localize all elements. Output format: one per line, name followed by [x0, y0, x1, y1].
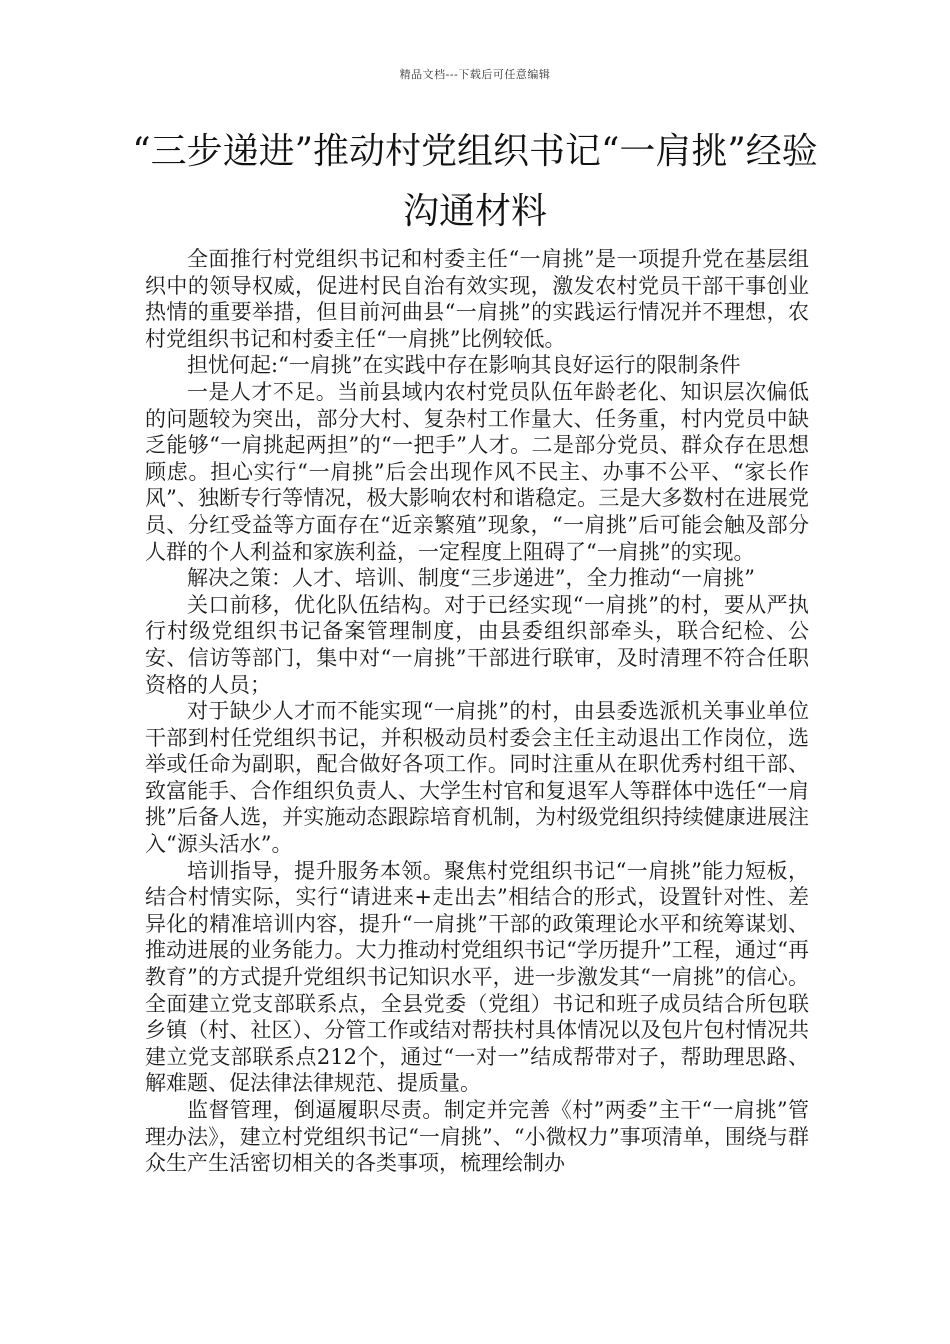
document-body — [145, 246, 809, 1177]
page-header-note: 精品文档---下载后可任意编辑 — [399, 68, 551, 81]
section-heading-solutions: 解决之策：人才、培训、制度“三步递进”，全力推动“一肩挑” — [187, 566, 755, 591]
paragraph-talent-selection: 对于缺少人才而不能实现“一肩挑”的村，由县委选派机关事业单位干部到村任党组织书记，并积极动员村委会主任主动退出工作岗位，选举或任命为副职，配合做好各项工作。同时注重从在职优秀村组干部、致富能手、合作组织负责人、大学生村官和复退军人等群体中选任“一肩挑”后备人选，并实施动态跟踪培育机制，为村级党组织持续健康进展注入“源头活水”。 — [145, 699, 809, 857]
paragraph-gatekeeping: 关口前移，优化队伍结构。对于已经实现“一肩挑”的村，要从严执行村级党组织书记备案管理制度，由县委组织部牵头，联合纪检、公安、信访等部门，集中对“一肩挑”干部进行联审，及时清理不符合任职资格的人员； — [145, 592, 809, 697]
document-title: “三步递进”推动村党组织书记“一肩挑”经验沟通材料 — [132, 131, 818, 232]
paragraph-concerns: 一是人才不足。当前县域内农村党员队伍年龄老化、知识层次偏低的问题较为突出，部分大村、复杂村工作量大、任务重，村内党员中缺乏能够“一肩挑起两担”的“一把手”人才。二是部分党员、群众存在思想顾虑。担心实行“一肩挑”后会出现作风不民主、办事不公平、“家长作风”、独断专行等情况，极大影响农村和谐稳定。三是大多数村在进展党员、分红受益等方面存在“近亲繁殖”现象，“一肩挑”后可能会触及部分人群的个人利益和家族利益，一定程度上阻碍了“一肩挑”的实现。 — [145, 379, 809, 564]
section-heading-concerns: 担忧何起:“一肩挑”在实践中存在影响其良好运行的限制条件 — [187, 353, 741, 378]
paragraph-training: 培训指导，提升服务本领。聚焦村党组织书记“一肩挑”能力短板，结合村情实际，实行“请进来+走出去”相结合的形式，设置针对性、差异化的精准培训内容，提升“一肩挑”干部的政策理论水平和统筹谋划、推动进展的业务能力。大力推动村党组织书记“学历提升”工程，通过“再教育”的方式提升党组织书记知识水平，进一步激发其“一肩挑”的信心。全面建立党支部联系点，全县党委（党组）书记和班子成员结合所包联乡镇（村、社区）、分管工作或结对帮扶村具体情况以及包片包村情况共建立党支部联系点212个，通过“一对一”结成帮带对子，帮助理思路、解难题、促法律法律规范、提质量。 — [145, 858, 809, 1096]
paragraph-supervision: 监督管理，倒逼履职尽责。制定并完善《村”两委”主干“一肩挑”管理办法》，建立村党组织书记“一肩挑”、“小微权力”事项清单，围绕与群众生产生活密切相关的各类事项，梳理绘制办 — [145, 1098, 809, 1176]
paragraph-intro: 全面推行村党组织书记和村委主任“一肩挑”是一项提升党在基层组织中的领导权威，促进村民自治有效实现，激发农村党员干部干事创业热情的重要举措，但目前河曲县“一肩挑”的实践运行情况并不理想，农村党组织书记和村委主任“一肩挑”比例较低。 — [145, 247, 809, 351]
